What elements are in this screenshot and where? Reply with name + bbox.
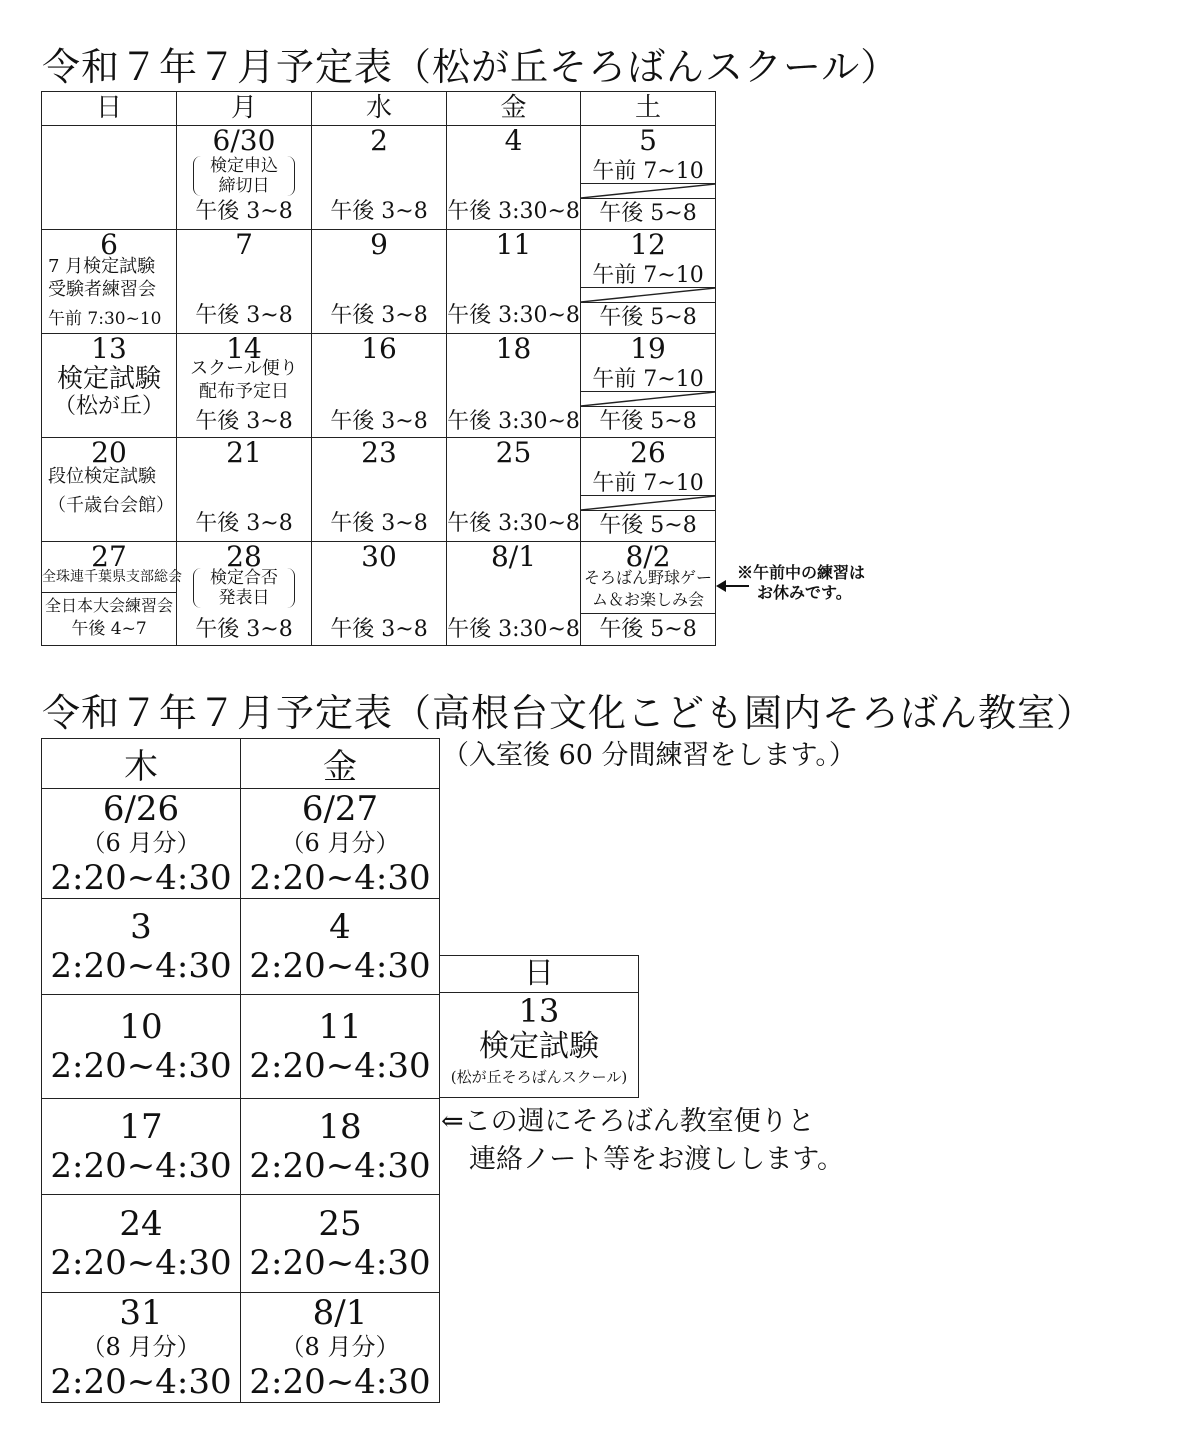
time-slot: 2:20~4:30 xyxy=(50,1145,232,1186)
day-number: 30 xyxy=(361,540,397,573)
evening-time: 午後 5~8 xyxy=(599,617,697,642)
table-row xyxy=(42,899,440,995)
day-number: 6 xyxy=(100,228,118,261)
table-row xyxy=(42,1195,440,1293)
sunday-exam-box xyxy=(439,955,639,1098)
day-cell xyxy=(241,1195,440,1293)
table-row xyxy=(42,126,716,230)
handout-note xyxy=(441,1103,844,1179)
time-slot: 午後 3~8 xyxy=(195,199,293,224)
event-line: ム＆お楽しみ会 xyxy=(591,590,704,609)
day-cell xyxy=(447,334,581,438)
time-slot: 2:20~4:30 xyxy=(50,1361,232,1402)
day-cell xyxy=(581,438,716,542)
table-row xyxy=(42,789,440,899)
time-slot: 午後 3:30~8 xyxy=(447,303,580,328)
day-number: 25 xyxy=(318,1203,362,1244)
header-monday: 月 xyxy=(177,92,312,126)
table-row xyxy=(42,334,716,438)
day-number: 18 xyxy=(495,332,532,365)
time-slot: 2:20~4:30 xyxy=(249,1361,431,1402)
day-cell xyxy=(42,230,177,334)
day-number: 5 xyxy=(639,124,657,157)
cell-divider xyxy=(42,592,176,593)
event-line: 発表日 xyxy=(218,588,270,608)
table-row xyxy=(42,230,716,334)
day-cell xyxy=(447,542,581,646)
event-title: 検定試験 xyxy=(56,364,161,394)
table-row xyxy=(42,1293,440,1403)
time-slot: 2:20~4:30 xyxy=(50,945,232,986)
side-note-line: お休みです。 xyxy=(757,583,852,602)
event-note xyxy=(193,156,295,196)
header-friday: 金 xyxy=(447,92,581,126)
event-place: (松が丘そろばんスクール) xyxy=(450,1068,628,1086)
day-cell xyxy=(42,1293,241,1403)
day-cell xyxy=(42,789,241,899)
day-cell xyxy=(177,230,312,334)
event-title: 検定試験 xyxy=(479,1029,599,1064)
evening-time: 午後 5~8 xyxy=(599,201,697,226)
day-number: 4 xyxy=(329,906,351,947)
time-slot: 2:20~4:30 xyxy=(249,1045,431,1086)
day-number: 31 xyxy=(119,1292,163,1333)
day-cell xyxy=(42,1099,241,1195)
evening-time: 午後 5~8 xyxy=(599,305,697,330)
event-line: 7 月検定試験 xyxy=(48,256,156,277)
day-number: 23 xyxy=(361,436,397,469)
day-number: 2 xyxy=(370,124,388,157)
day-cell xyxy=(312,334,447,438)
day-number: 8/1 xyxy=(490,540,537,573)
day-number: 18 xyxy=(318,1106,362,1147)
day-number: 17 xyxy=(119,1106,163,1147)
morning-time: 午前 7~10 xyxy=(592,471,704,496)
day-number: 10 xyxy=(119,1006,163,1047)
day-number: 24 xyxy=(119,1203,163,1244)
time-slot: 2:20~4:30 xyxy=(50,1045,232,1086)
day-cell xyxy=(177,334,312,438)
day-cell xyxy=(42,438,177,542)
day-number: 13 xyxy=(91,332,127,365)
day-cell xyxy=(177,126,312,230)
morning-time: 午前 7~10 xyxy=(592,367,704,392)
split-divider xyxy=(581,183,715,199)
cell-divider xyxy=(581,613,715,614)
day-cell xyxy=(241,995,440,1099)
evening-time: 午後 5~8 xyxy=(599,513,697,538)
split-divider xyxy=(581,495,715,511)
time-slot: 午前 7:30~10 xyxy=(48,309,162,329)
header-wednesday: 水 xyxy=(312,92,447,126)
event-line: 段位検定試験 xyxy=(48,466,156,487)
subtitle: （入室後 60 分間練習をします。） xyxy=(442,740,856,771)
time-slot: 午後 3~8 xyxy=(330,303,428,328)
day-number: 26 xyxy=(630,436,666,469)
time-slot: 午後 3~8 xyxy=(330,511,428,536)
schedule-table-takanedai xyxy=(41,738,440,1403)
time-slot: 午後 3~8 xyxy=(330,409,428,434)
day-number: 3 xyxy=(130,906,152,947)
event-line: 全珠連千葉県支部総会 xyxy=(42,569,182,585)
event-line: そろばん野球ゲー xyxy=(583,568,712,587)
event-line: 検定申込 xyxy=(210,156,278,176)
day-cell xyxy=(42,540,182,646)
day-number: 21 xyxy=(226,436,262,469)
morning-time: 午前 7~10 xyxy=(592,159,704,184)
day-cell xyxy=(581,542,716,646)
time-slot: 午後 3:30~8 xyxy=(447,409,580,434)
event-line: 配布予定日 xyxy=(199,381,289,402)
day-cell xyxy=(42,995,241,1099)
event-line: 検定合否 xyxy=(210,568,278,588)
day-number: 6/30 xyxy=(212,124,276,157)
time-slot: 午後 3~8 xyxy=(330,617,428,642)
day-cell xyxy=(241,899,440,995)
day-number: 16 xyxy=(361,332,397,365)
page-title-2: 令和７年７月予定表（高根台文化こども園内そろばん教室） xyxy=(42,691,1096,735)
event-line: スクール便り xyxy=(190,358,298,379)
event-line: 全日本大会練習会 xyxy=(44,596,173,615)
time-slot: 午後 3~8 xyxy=(195,409,293,434)
time-slot: 午後 3~8 xyxy=(195,617,293,642)
time-slot: 午後 3:30~8 xyxy=(447,511,580,536)
side-note xyxy=(737,563,865,603)
day-cell xyxy=(447,126,581,230)
split-divider xyxy=(581,391,715,407)
day-number: 20 xyxy=(91,436,127,469)
split-divider xyxy=(581,287,715,303)
day-number: 8/2 xyxy=(625,540,671,573)
day-cell xyxy=(581,334,716,438)
month-note: （6 月分） xyxy=(280,828,400,857)
day-number: 8/1 xyxy=(312,1292,368,1333)
event-note xyxy=(193,568,295,608)
month-note: （6 月分） xyxy=(81,828,201,857)
day-cell xyxy=(177,438,312,542)
day-cell xyxy=(241,1099,440,1195)
day-number: 9 xyxy=(370,228,388,261)
day-cell xyxy=(447,438,581,542)
day-number: 4 xyxy=(504,124,523,157)
day-cell xyxy=(177,542,312,646)
day-number: 14 xyxy=(226,332,262,365)
time-slot: 2:20~4:30 xyxy=(249,857,431,898)
time-slot: 午後 3~8 xyxy=(195,511,293,536)
day-number: 25 xyxy=(495,436,532,469)
day-number: 6/26 xyxy=(102,788,180,829)
header-thursday: 木 xyxy=(42,739,241,789)
day-cell xyxy=(581,230,716,334)
day-cell xyxy=(42,899,241,995)
day-cell xyxy=(581,126,716,230)
day-cell xyxy=(241,1293,440,1403)
side-note-line: ※午前中の練習は xyxy=(737,563,866,582)
time-slot: 午後 3:30~8 xyxy=(447,617,580,642)
day-number: 27 xyxy=(91,540,127,573)
day-cell xyxy=(42,126,177,230)
handout-note-line: ⇐この週にそろばん教室便りと xyxy=(441,1106,815,1137)
day-number: 13 xyxy=(518,992,560,1030)
time-slot: 午後 3~8 xyxy=(195,303,293,328)
page-title-1: 令和７年７月予定表（松が丘そろばんスクール） xyxy=(42,45,900,89)
month-note: （8 月分） xyxy=(81,1332,201,1361)
day-number: 28 xyxy=(226,540,262,573)
event-place: （松が丘） xyxy=(53,394,164,419)
day-number: 12 xyxy=(630,228,666,261)
table-row xyxy=(42,1099,440,1195)
day-cell xyxy=(312,542,447,646)
header-sunday: 日 xyxy=(440,956,638,993)
header-friday: 金 xyxy=(241,739,440,789)
day-number: 11 xyxy=(495,228,532,261)
time-slot: 午後 3:30~8 xyxy=(447,199,580,224)
header-sunday: 日 xyxy=(42,92,177,126)
table-row xyxy=(42,995,440,1099)
day-cell xyxy=(42,334,177,438)
table-row xyxy=(42,542,716,646)
month-note: （8 月分） xyxy=(280,1332,400,1361)
table-row xyxy=(42,438,716,542)
time-slot: 午後 4~7 xyxy=(71,619,147,639)
day-number: 6/27 xyxy=(301,788,379,829)
day-number: 19 xyxy=(630,332,666,365)
day-number: 7 xyxy=(235,228,253,261)
time-slot: 2:20~4:30 xyxy=(249,1145,431,1186)
time-slot: 午後 3~8 xyxy=(330,199,428,224)
event-line: 受験者練習会 xyxy=(48,279,156,300)
evening-time: 午後 5~8 xyxy=(599,409,697,434)
event-line: （千歳台会館） xyxy=(48,495,174,516)
day-number: 11 xyxy=(318,1006,362,1047)
morning-time: 午前 7~10 xyxy=(592,263,704,288)
day-cell xyxy=(42,1195,241,1293)
header-saturday: 土 xyxy=(581,92,716,126)
time-slot: 2:20~4:30 xyxy=(50,857,232,898)
handout-note-line: 連絡ノート等をお渡しします。 xyxy=(469,1144,845,1175)
event-line: 締切日 xyxy=(218,176,270,196)
day-cell xyxy=(440,993,638,1097)
schedule-table-matsugaoka xyxy=(41,91,716,646)
day-cell xyxy=(312,230,447,334)
time-slot: 2:20~4:30 xyxy=(249,1242,431,1283)
day-cell xyxy=(241,789,440,899)
time-slot: 2:20~4:30 xyxy=(50,1242,232,1283)
day-cell xyxy=(312,126,447,230)
time-slot: 2:20~4:30 xyxy=(249,945,431,986)
day-cell xyxy=(447,230,581,334)
day-cell xyxy=(312,438,447,542)
